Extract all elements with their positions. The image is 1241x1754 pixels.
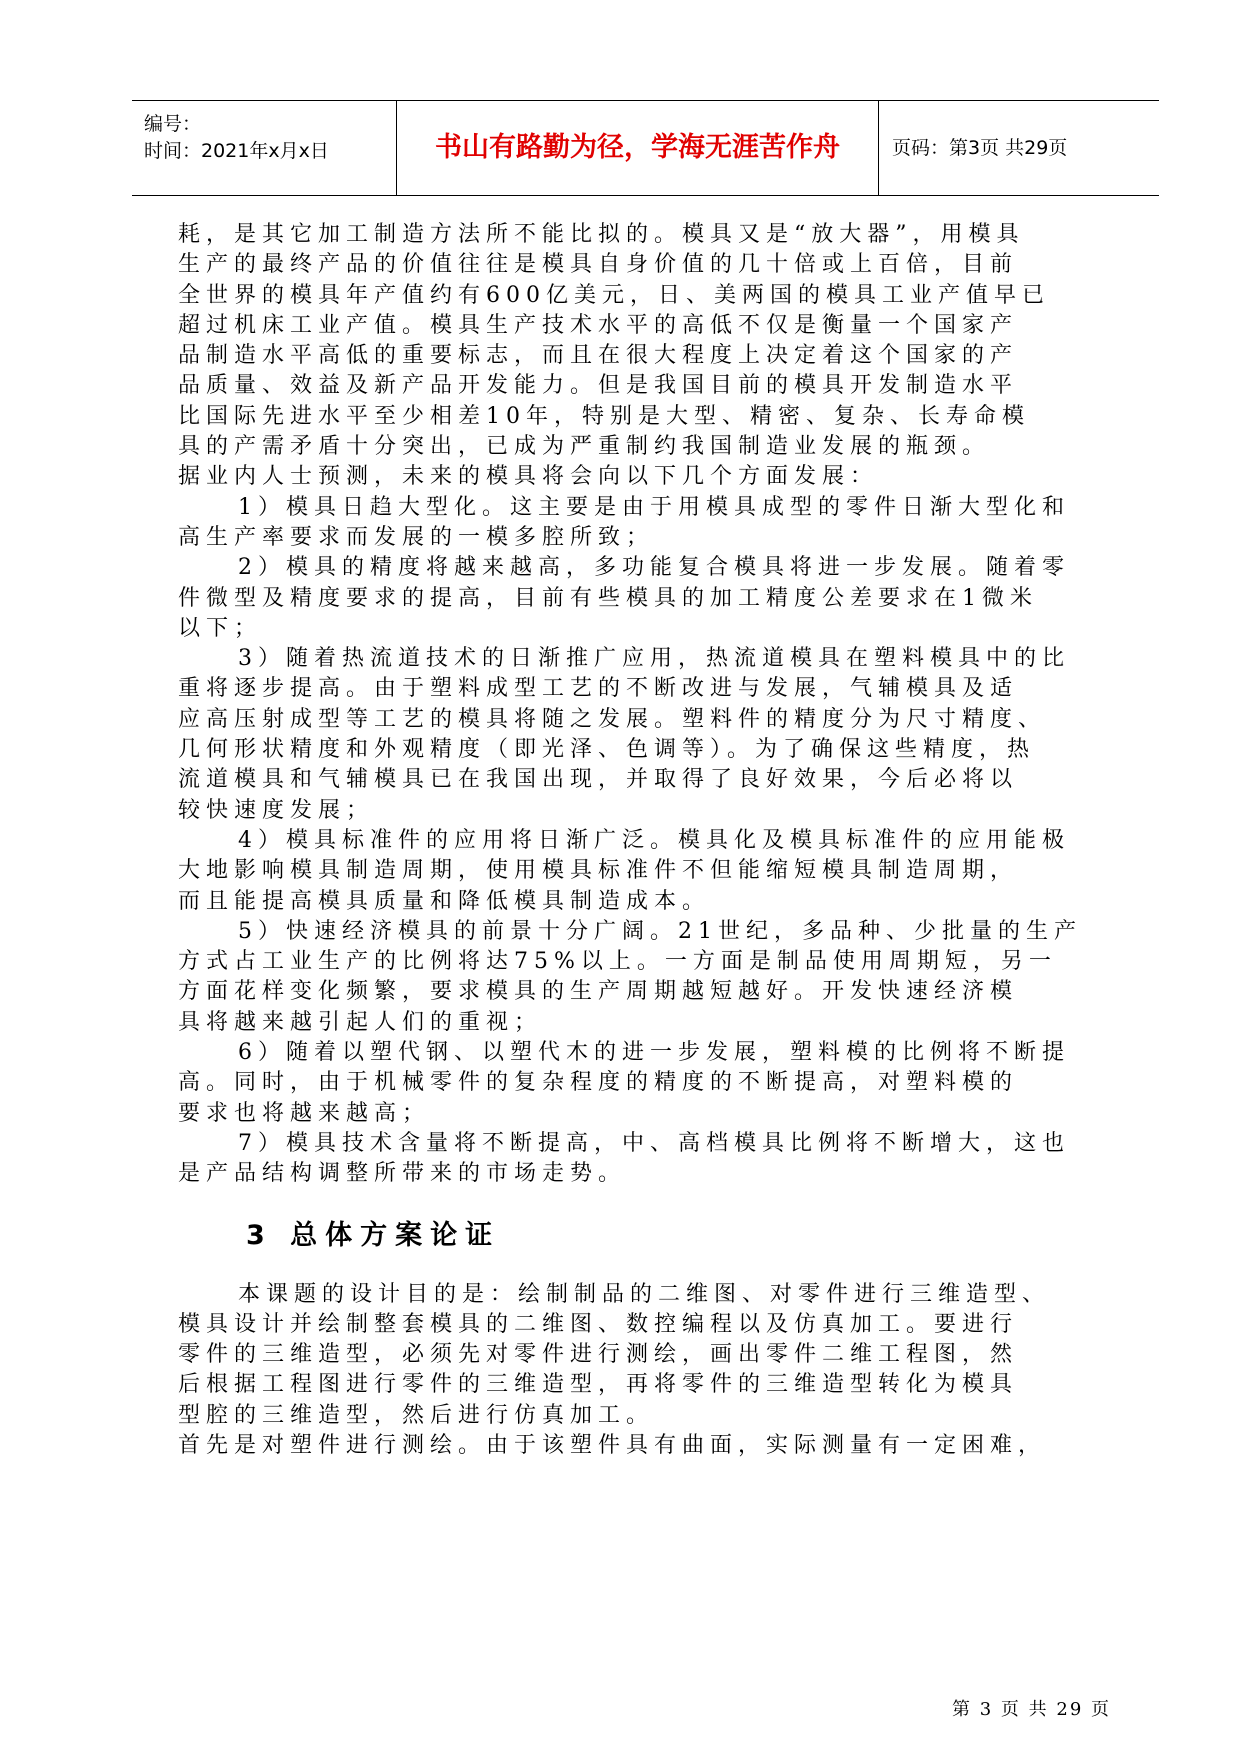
list-item [178, 826, 1118, 917]
text-line: 生产的最终产品的价值往往是模具自身价值的几十倍或上百倍，目前 [178, 252, 1019, 278]
text-line: 型腔的三维造型，然后进行仿真加工。 [178, 1402, 655, 1428]
text-line: 重将逐步提高。由于塑料成型工艺的不断改进与发展，气辅模具及适 [178, 676, 1019, 702]
text-line: 应高压射成型等工艺的模具将随之发展。塑料件的精度分为尺寸精度、 [178, 706, 1047, 732]
text-line: 全世界的模具年产值约有600亿美元，日、美两国的模具工业产值早已 [178, 282, 1050, 308]
list-item [178, 1129, 1118, 1190]
text-line: 5）快速经济模具的前景十分广阔。21世纪，多品种、少批量的生产 [238, 918, 1082, 944]
text-line: 方式占工业生产的比例将达75%以上。一方面是制品使用周期短，另一 [178, 949, 1057, 975]
section-paragraph [178, 1280, 1118, 1462]
text-line: 以下； [178, 615, 263, 641]
list-item [178, 917, 1118, 1038]
text-line: 品制造水平高低的重要标志，而且在很大程度上决定着这个国家的产 [178, 343, 1019, 369]
list-item [178, 553, 1118, 644]
text-line: 具的产需矛盾十分突出，已成为严重制约我国制造业发展的瓶颈。 [178, 434, 991, 460]
text-line: 首先是对塑件进行测绘。由于该塑件具有曲面，实际测量有一定困难， [178, 1432, 1047, 1458]
text-line: 具将越来越引起人们的重视； [178, 1009, 543, 1035]
text-line: 1）模具日趋大型化。这主要是由于用模具成型的零件日渐大型化和 [238, 494, 1070, 520]
text-line: 大地影响模具制造周期，使用模具标准件不但能缩短模具制造周期， [178, 858, 1019, 884]
text-line: 后根据工程图进行零件的三维造型，再将零件的三维造型转化为模具 [178, 1372, 1019, 1398]
intro-paragraph [178, 220, 1118, 493]
text-line: 件微型及精度要求的提高，目前有些模具的加工精度公差要求在1微米 [178, 585, 1038, 611]
development-list [178, 493, 1118, 1190]
document-number-label: 编号： [144, 113, 202, 135]
text-line: 高生产率要求而发展的一模多腔所致； [178, 524, 655, 550]
header-divider [878, 101, 879, 195]
text-line: 耗，是其它加工制造方法所不能比拟的。模具又是“放大器”，用模具 [178, 222, 1025, 247]
text-line: 高。同时，由于机械零件的复杂程度的精度的不断提高，对塑料模的 [178, 1070, 1019, 1096]
text-line: 是产品结构调整所带来的市场走势。 [178, 1161, 627, 1187]
page-header [132, 100, 1159, 196]
text-line: 比国际先进水平至少相差10年，特别是大型、精密、复杂、长寿命模 [178, 403, 1030, 429]
text-line: 流道模具和气辅模具已在我国出现，并取得了良好效果，今后必将以 [178, 767, 1019, 793]
text-line: 据业内人士预测，未来的模具将会向以下几个方面发展： [178, 464, 879, 490]
header-motto: 书山有路勤为径，学海无涯苦作舟 [435, 132, 840, 163]
text-line: 模具设计并绘制整套模具的二维图、数控编程以及仿真加工。要进行 [178, 1311, 1019, 1337]
text-line: 方面花样变化频繁，要求模具的生产周期越短越好。开发快速经济模 [178, 979, 1019, 1005]
text-line: 3）随着热流道技术的日渐推广应用，热流道模具在塑料模具中的比 [238, 646, 1070, 672]
text-line: 本课题的设计目的是：绘制制品的二维图、对零件进行三维造型、 [238, 1281, 1051, 1307]
text-line: 较快速度发展； [178, 797, 375, 823]
text-line: 要求也将越来越高； [178, 1100, 431, 1126]
list-item [178, 1038, 1118, 1129]
document-body [178, 220, 1118, 1461]
text-line: 2）模具的精度将越来越高，多功能复合模具将进一步发展。随着零 [238, 555, 1070, 581]
text-line: 而且能提高模具质量和降低模具制造成本。 [178, 888, 711, 914]
text-line: 零件的三维造型，必须先对零件进行测绘，画出零件二维工程图，然 [178, 1342, 1019, 1368]
text-line: 超过机床工业产值。模具生产技术水平的高低不仅是衡量一个国家产 [178, 312, 1019, 338]
text-line: 几何形状精度和外观精度（即光泽、色调等）。为了确保这些精度，热 [178, 737, 1036, 763]
page-footer: 第 3 页 共 29 页 [952, 1699, 1111, 1720]
section-heading: 3 总体方案论证 [246, 1219, 501, 1251]
document-time-label: 时间：2021年x月x日 [144, 140, 329, 162]
text-line: 7）模具技术含量将不断提高，中、高档模具比例将不断增大，这也 [238, 1130, 1070, 1156]
list-item [178, 493, 1118, 554]
list-item [178, 644, 1118, 826]
text-line: 4）模具标准件的应用将日渐广泛。模具化及模具标准件的应用能极 [238, 827, 1070, 853]
header-page-code: 页码：第3页 共29页 [892, 137, 1068, 159]
text-line: 品质量、效益及新产品开发能力。但是我国目前的模具开发制造水平 [178, 373, 1019, 399]
text-line: 6）随着以塑代钢、以塑代木的进一步发展，塑料模的比例将不断提 [238, 1040, 1070, 1066]
